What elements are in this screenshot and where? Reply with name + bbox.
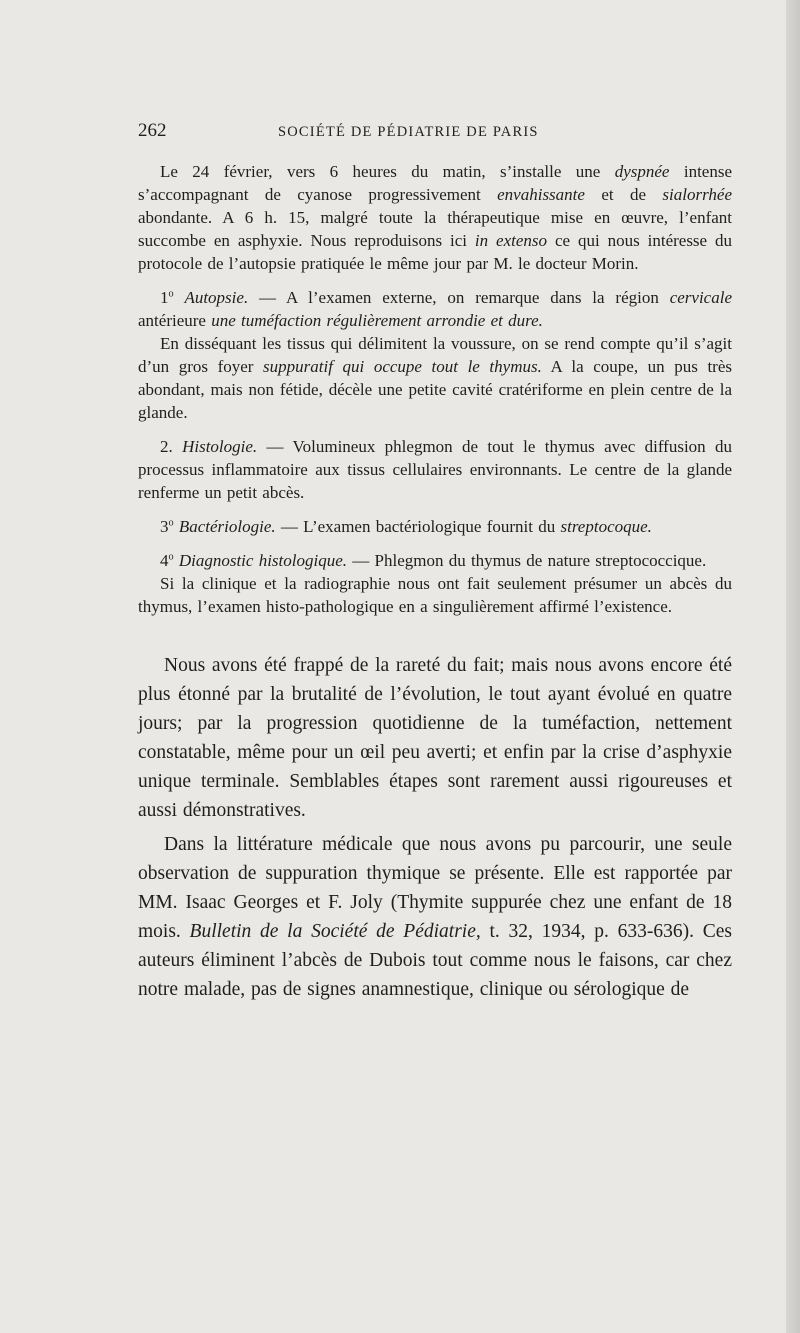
italic-run: suppuratif qui occupe tout le thymus. [263,357,542,376]
text-run: A la coupe, un pus très abondant, mais non fétide, décèle une petite cavité cratériforme en plein centre de la glande. [138,357,732,422]
ordinal-mark: o [168,551,174,563]
ordinal-mark: o [168,288,174,300]
italic-run: dyspnée [614,162,670,181]
text-run: En disséquant les tissus qui délimitent la voussure, on se rend compte qu’il s’agit d’un gros foyer [138,334,732,376]
text-run: et de [584,185,663,204]
text-run [174,288,185,307]
case-paragraph-histology [138,435,732,504]
italic-run: cervicale [669,288,732,307]
text-run: abondante. A 6 h. 15, malgré toute la thérapeutique mise en œuvre, l’enfant succombe en asphyxie. Nous reproduisons ici [138,208,732,250]
italic-run: envahissante [497,185,585,204]
text-run: Le 24 février, vers 6 heures du matin, s’installe une [160,162,615,181]
case-paragraph-bacteriology [138,515,732,538]
item-heading: Autopsie. [184,288,249,307]
running-title: SOCIÉTÉ DE PÉDIATRIE DE PARIS [278,124,539,140]
text-run: — Phlegmon du thymus de nature streptococcique. [347,551,707,570]
text-run: — A l’examen externe, on remarque dans la région [248,288,670,307]
text-run: — Volumineux phlegmon de tout le thymus avec diffusion du processus inflammatoire aux tissus cellulaires environnants. Le centre de la glande renferme un petit abcès. [138,437,733,502]
text-run: antérieure [138,311,212,330]
discussion [138,651,732,1004]
italic-run: une tuméfaction régulièrement arrondie et dure. [211,311,543,330]
item-number: 1 [160,288,169,307]
item-heading: Bactériologie. [178,517,276,536]
case-paragraph-diagnosis [138,549,732,572]
text-run: — L’examen bactériologique fournit du [275,517,561,536]
discussion-paragraph-literature [138,830,732,1004]
italic-run: sialorrhée [662,185,732,204]
case-paragraph-autopsy [138,286,732,332]
page-header [138,120,732,160]
case-paragraph-dyspnea [138,160,732,275]
item-number: 3 [160,517,169,536]
case-report [138,160,732,618]
journal-title: Bulletin de la Société de Pédiatrie, [189,921,481,942]
item-number: 2. [160,437,183,456]
discussion-paragraph-rarity: Nous avons été frappé de la rareté du fait; mais nous avons encore été plus étonné par la brutalité de l’évolution, le tout ayant évolué en quatre jours; par la progression quotidienne de la tuméfaction, nettement constatable, même pour un œil peu averti; et enfin par la crise d’asphyxie unique terminale. Semblables étapes sont rarement aussi rigoureuses et aussi démonstratives. [138,655,732,821]
book-page [138,120,732,1004]
ordinal-mark: o [168,517,174,529]
text-run: intense s’accompagnant de cyanose progressivement [138,162,733,204]
italic-run: streptocoque. [560,517,652,536]
item-heading: Histologie. [182,437,258,456]
italic-run: in extenso [474,231,548,250]
text-run: ce qui nous intéresse du protocole de l’autopsie pratiquée le même jour par M. le docteur Morin. [138,231,733,273]
item-heading: Diagnostic histologique. [178,551,348,570]
case-paragraph-conclusion: Si la clinique et la radiographie nous ont fait seulement présumer un abcès du thymus, l’examen histo-pathologique en a singulièrement affirmé l’existence. [138,574,732,616]
case-paragraph-dissection [138,332,732,424]
text-run: Dans la littérature médicale que nous avons pu parcourir, une seule observation de suppuration thymique se présente. Elle est rapportée par MM. Isaac Georges et F. Joly (Thymite suppurée chez une enfant de 18 mois. [138,834,732,942]
page-number: 262 [138,120,167,141]
page-edge-shadow [786,0,800,1333]
item-number: 4 [160,551,169,570]
text-run: t. 32, 1934, p. 633-636). Ces auteurs éliminent l’abcès de Dubois tout comme nous le faisons, car chez notre malade, pas de signes anamnestique, clinique ou sérologique de [138,921,732,1000]
